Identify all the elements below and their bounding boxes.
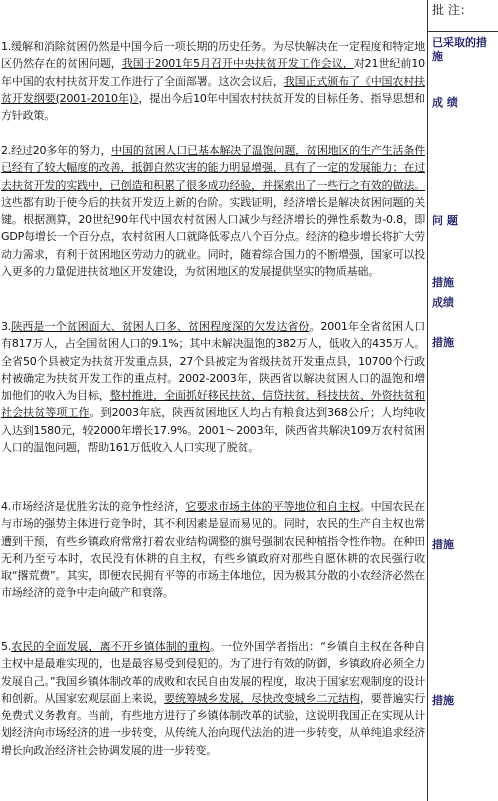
paragraph-5	[1, 638, 425, 759]
annotation-column	[428, 0, 498, 801]
paragraph-3	[1, 318, 425, 456]
p2-underlined-achievements: 中国的贫困人口已基本解决了温饱问题，贫困地区的生产生活条件已经有了较大幅度的改善，抵御自然灾害的能力明显增强，具有了一定的发展能力；在过去扶贫开发的实践中，已创造和积累了很多成功经验，并探索出了一些行之有效的做法。	[1, 144, 425, 192]
p2-text: 2.经过20多年的努力，	[1, 144, 112, 157]
p1-text-2: 对21世纪前10年中国的农村扶贫开发工作进行了全面部署。这次会议后，	[1, 57, 425, 88]
p2-text-2: 这些都有助于使今后的扶贫开发迈上新的台阶。实践证明，经济增长是解决贫困问题的关键。根据测算，20世纪90年代中国农村贫困人口减少与经济增长的弹性系数为-0.8，即GDP每增长一个百分点，农村贫困人口就降低零点八个百分点。经济的稳步增长将扩大劳动力需求，有利于贫困地区劳动力的就业。同时，随着综合国力的不断增强，国家可以投入更多的力量促进扶贫地区开发建设，为贫困地区的发展提供坚实的物质基础。	[1, 195, 425, 279]
annotation-label-l1: 已采取的措施	[432, 36, 487, 63]
annotation-label-l2: 成 绩	[432, 96, 458, 109]
p3-text: 。2001年全省贫困人口有817万人，占全国贫困人口的9.1%；其中未解决温饱的382万人，低收入的435万人。全省50个县被定为扶贫开发重点县，27个县被定为省级扶贫开发重点县，10700个行政村被确定为扶贫开发工作的重点村。2002-2003年，陕西省以解决贫困人口的温饱和增加他们的收入为目标，	[1, 320, 425, 403]
p1-underlined-meeting: 我国于2001年5月召开中央扶贫开发工作会议，	[121, 57, 354, 71]
p1-text-3: ，提出今后10年中国农村扶贫开发的目标任务、指导思想和方针政策。	[1, 91, 425, 123]
p5-number: 5.	[1, 640, 12, 653]
paragraph-1	[1, 38, 425, 124]
p3-number: 3.	[1, 320, 12, 333]
paragraph-4	[1, 498, 425, 602]
p3-underlined-province: 陕西是一个贫困面大、贫困人口多、贫困程度深的欠发达省份	[11, 320, 310, 333]
annotation-label-l6: 措施	[432, 336, 454, 349]
annotation-label-l5: 成绩	[432, 296, 454, 309]
paragraph-2	[1, 142, 425, 280]
p5-underlined-policy: 要统筹城乡发展，尽快改变城乡二元结构	[164, 691, 360, 705]
p5-underlined-thesis: 农民的全面发展，离不开乡镇体制的重构	[11, 640, 210, 653]
p4-text-2: 。中国农民在与市场的强势主体进行竞争时，其不利因素是显而易见的。同时，农民的生产自主权也常遭到干预，有些乡镇政府常常打着农业结构调整的旗号强制农民种植指令性作物。在种田无利乃至亏本时，农民没有休耕的自主权，有些乡镇政府对那些自愿休耕的农民强行收取“撂荒费”。其实，即便农民拥有平等的市场主体地位，因为极其分散的小农经济必然在市场经济的竞争中走向破产和衰落。	[1, 500, 425, 600]
annotation-label-l3: 问 题	[432, 214, 458, 227]
annotation-label-l7: 措施	[432, 538, 454, 551]
p1-text: 1.缓解和消除贫困仍然是中国今后一项长期的历史任务。为尽快解决在一定程度和特定地区仍然存在的贫困问题，	[1, 40, 425, 71]
p3-underlined-measures: 整村推进，全面抓好移民扶贫、信贷扶贫、科技扶贫、外资扶贫和社会扶贫等项工作	[1, 389, 426, 420]
p4-underlined-requirement: 它要求市场主体的平等地位和自主权	[185, 500, 360, 513]
p5-text: 。一位外国学者指出：“乡镇自主权在各种自主权中是最难实现的，也是最容易受到侵犯的。为了进行有效的防御，乡镇政府必须全力发展自己。”我国乡镇体制改革的成败和农民自由发展的程度，取决于国家宏观制度的设计和创新。从国家宏观层面上来说，	[1, 640, 425, 705]
p4-text: 4.市场经济是优胜劣汰的竞争性经济，	[1, 500, 186, 513]
annotation-label-l4: 措施	[432, 276, 454, 289]
p5-text-2: ，要普遍实行免费式义务教育。当前，有些地方进行了乡镇体制改革的试验，这说明我国正在实现从计划经济向市场经济的进一步转变，从传统人治向现代法治的进一步转变，从单纯追求经济增长向政治经济社会协调发展的进一步转变。	[1, 691, 425, 757]
annotation-header: 批 注：	[428, 0, 498, 32]
p1-underlined-outline: 我国正式颁布了《中国农村扶贫开发纲要(2001-2010年)》	[1, 74, 425, 105]
annotation-label-l8: 措施	[432, 694, 454, 707]
p3-text-2: 。到2003年底，陕西贫困地区人均占有粮食达到368公斤；人均纯收入达到1580元，较2000年增长17.9%。2001～2003年，陕西省共解决109万农村贫困人口的温饱问题，帮助161万低收入人口实现了脱贫。	[1, 406, 426, 455]
